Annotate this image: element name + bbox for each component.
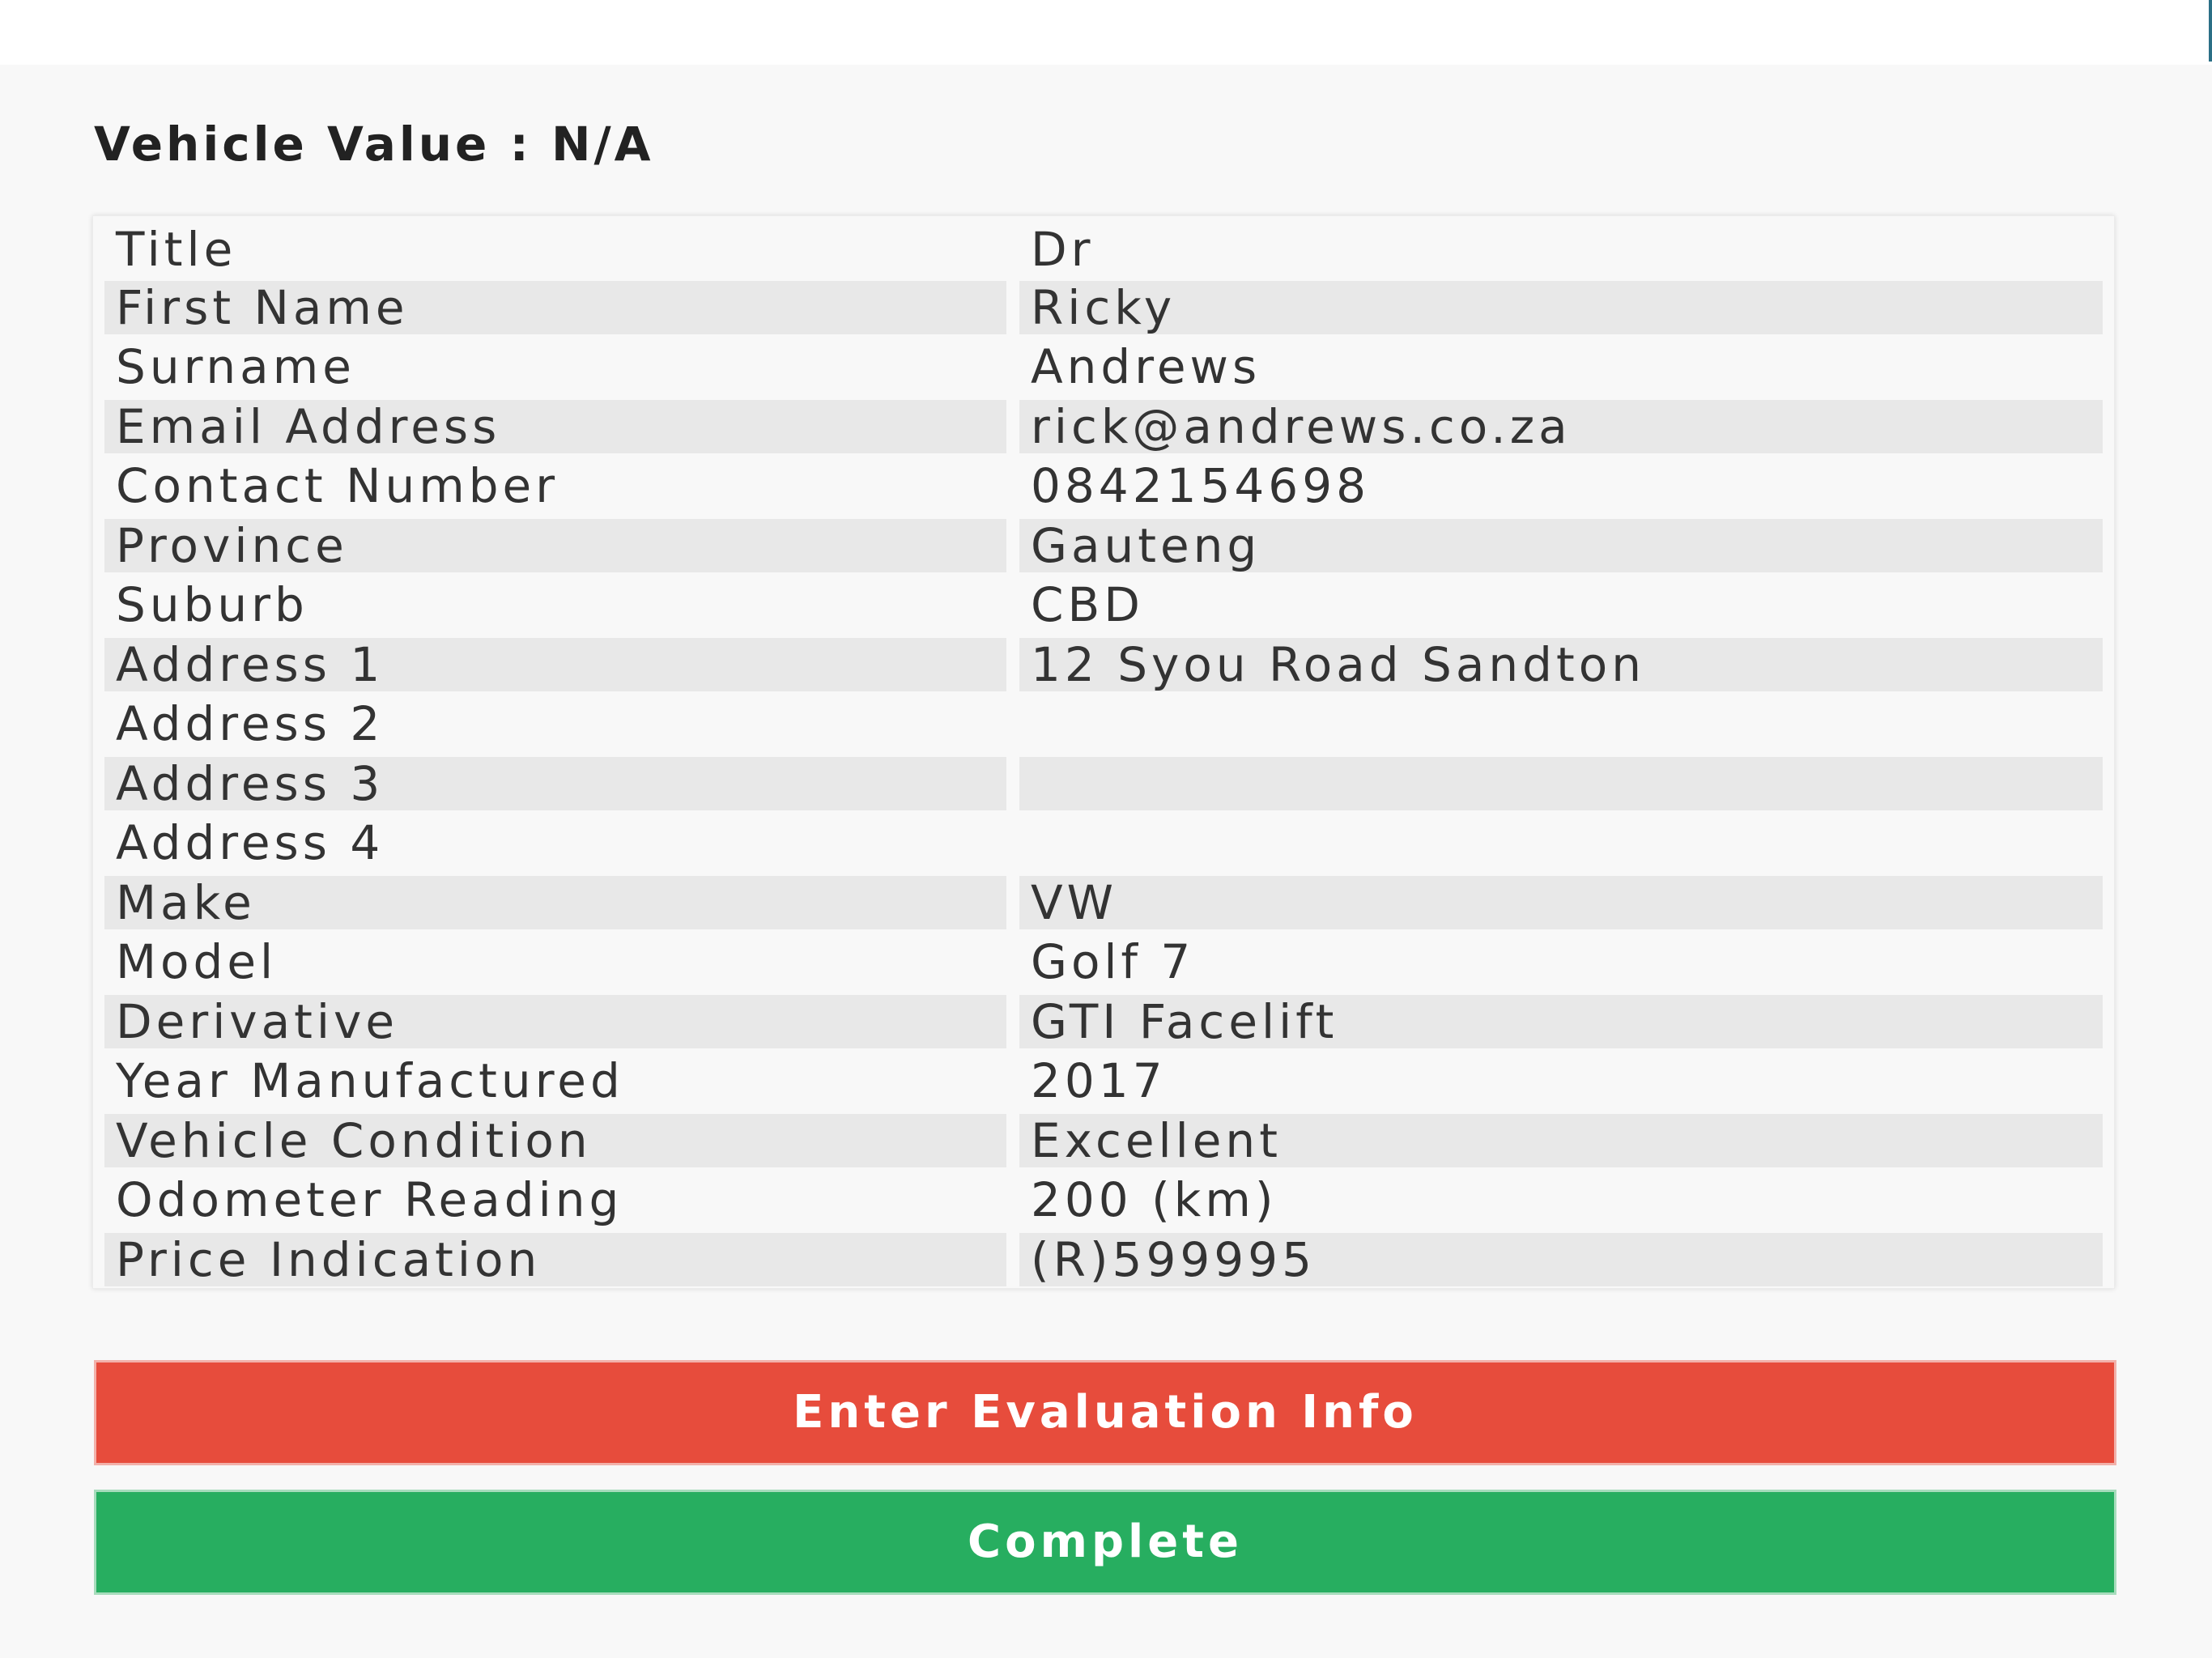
- detail-value: 200 (km): [1031, 1173, 1278, 1226]
- detail-value: CBD: [1031, 578, 1144, 631]
- detail-label: Title: [116, 223, 237, 276]
- detail-row-address-4: [104, 816, 2103, 869]
- detail-value: 2017: [1031, 1054, 1167, 1107]
- detail-row-model: [104, 935, 2103, 988]
- detail-row-suburb: [104, 578, 2103, 631]
- detail-label: Address 1: [104, 638, 1006, 691]
- detail-value: GTI Facelift: [1019, 995, 2103, 1048]
- detail-value: VW: [1019, 876, 2103, 929]
- detail-value: Dr: [1031, 223, 1095, 276]
- detail-value: (R)599995: [1019, 1233, 2103, 1286]
- detail-value: Ricky: [1019, 281, 2103, 334]
- detail-label: Surname: [116, 340, 355, 393]
- detail-label: Contact Number: [116, 459, 559, 512]
- detail-label: Province: [104, 519, 1006, 572]
- detail-row-email: [104, 400, 2103, 453]
- detail-label: Make: [104, 876, 1006, 929]
- top-bar: [0, 0, 2212, 65]
- detail-label: Address 4: [116, 816, 385, 869]
- detail-value: [1019, 816, 2103, 869]
- complete-button[interactable]: Complete: [94, 1490, 2116, 1595]
- detail-label: Derivative: [104, 995, 1006, 1048]
- detail-row-derivative: [104, 995, 2103, 1048]
- detail-label: Odometer Reading: [116, 1173, 623, 1226]
- detail-label: First Name: [104, 281, 1006, 334]
- detail-label: Price Indication: [104, 1233, 1006, 1286]
- enter-evaluation-info-button[interactable]: Enter Evaluation Info: [94, 1360, 2116, 1465]
- detail-value: [1019, 697, 2103, 750]
- detail-label: Address 2: [116, 697, 385, 750]
- detail-value: Golf 7: [1031, 935, 1195, 988]
- detail-value: rick@andrews.co.za: [1019, 400, 2103, 453]
- detail-row-odometer-reading: [104, 1173, 2103, 1226]
- detail-value: 0842154698: [1031, 459, 1371, 512]
- detail-row-surname: [104, 340, 2103, 393]
- detail-label: Address 3: [104, 757, 1006, 810]
- detail-label: Email Address: [104, 400, 1006, 453]
- detail-row-title: [104, 223, 2103, 276]
- detail-row-address-1: [104, 638, 2103, 691]
- detail-row-first-name: [104, 281, 2103, 334]
- detail-label: Model: [116, 935, 278, 988]
- detail-value: Gauteng: [1019, 519, 2103, 572]
- detail-row-vehicle-condition: [104, 1114, 2103, 1167]
- detail-label: Suburb: [116, 578, 308, 631]
- detail-row-contact-number: [104, 459, 2103, 512]
- detail-label: Vehicle Condition: [104, 1114, 1006, 1167]
- detail-value: [1019, 757, 2103, 810]
- detail-row-year-manufactured: [104, 1054, 2103, 1107]
- detail-row-price-indication: [104, 1233, 2103, 1286]
- detail-label: Year Manufactured: [116, 1054, 624, 1107]
- vehicle-value-heading: Vehicle Value : N/A: [94, 117, 654, 172]
- detail-row-province: [104, 519, 2103, 572]
- detail-row-address-3: [104, 757, 2103, 810]
- detail-row-make: [104, 876, 2103, 929]
- detail-value: Andrews: [1031, 340, 1261, 393]
- scroll-indicator: [2209, 0, 2212, 62]
- details-table: [92, 215, 2115, 1289]
- detail-value: Excellent: [1019, 1114, 2103, 1167]
- detail-row-address-2: [104, 697, 2103, 750]
- detail-value: 12 Syou Road Sandton: [1019, 638, 2103, 691]
